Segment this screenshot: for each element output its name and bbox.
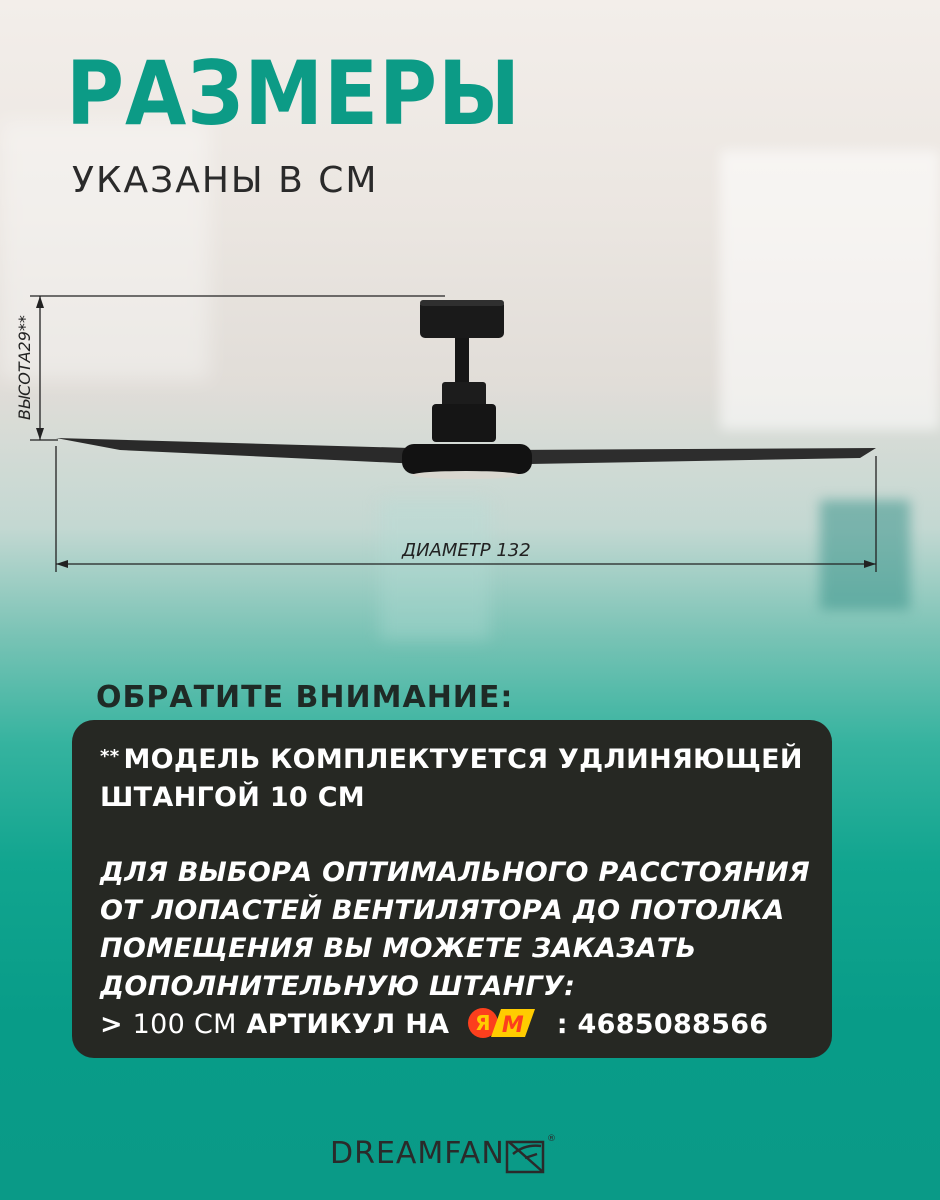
note-line xyxy=(100,738,808,779)
note-line: ШТАНГОЙ 10 СМ xyxy=(100,782,365,813)
ceiling-fan-illustration xyxy=(56,300,876,479)
yandex-market-icon xyxy=(467,1007,539,1039)
info-line: ДОПОЛНИТЕЛЬНУЮ ШТАНГУ: xyxy=(100,971,576,1002)
brand-name: DREAMFAN xyxy=(330,1135,505,1171)
order-length: 100 СМ xyxy=(132,1009,237,1040)
notice-box xyxy=(72,720,832,1058)
svg-text:M: M xyxy=(501,1013,525,1038)
page-subtitle: УКАЗАНЫ В СМ xyxy=(72,160,379,201)
dreamfan-fan-icon xyxy=(505,1130,556,1176)
diameter-label: ДИАМЕТР 132 xyxy=(402,540,531,561)
order-prefix: > xyxy=(100,1009,123,1040)
note-text: МОДЕЛЬ КОМПЛЕКТУЕТСЯ УДЛИНЯЮЩЕЙ xyxy=(123,744,803,775)
height-dimension xyxy=(15,296,445,440)
fan-dimension-drawing xyxy=(0,280,900,580)
info-line: ОТ ЛОПАСТЕЙ ВЕНТИЛЯТОРА ДО ПОТОЛКА xyxy=(100,895,785,926)
svg-text:Я: Я xyxy=(475,1011,491,1035)
info-line: ПОМЕЩЕНИЯ ВЫ МОЖЕТЕ ЗАКАЗАТЬ xyxy=(100,933,697,964)
brand-footer xyxy=(330,1130,556,1176)
registered-mark: ® xyxy=(546,1134,556,1144)
height-label: ВЫСОТА29** xyxy=(15,315,34,420)
order-code: : 4685088566 xyxy=(556,1009,769,1040)
info-line: ДЛЯ ВЫБОРА ОПТИМАЛЬНОГО РАССТОЯНИЯ xyxy=(100,857,810,888)
asterisks-marker: ** xyxy=(100,746,120,767)
notice-heading: ОБРАТИТЕ ВНИМАНИЕ: xyxy=(96,680,514,715)
spacer xyxy=(100,817,808,854)
order-article-label: АРТИКУЛ НА xyxy=(246,1009,450,1040)
order-line xyxy=(100,1006,808,1044)
page-title: РАЗМЕРЫ xyxy=(66,42,521,145)
